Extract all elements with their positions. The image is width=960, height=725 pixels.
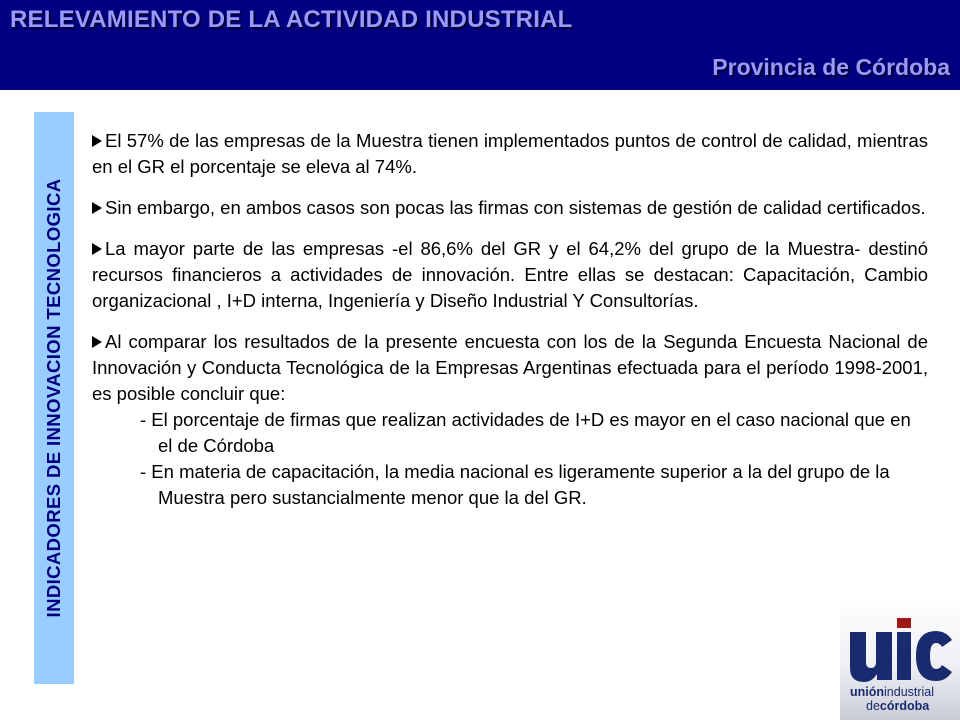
paragraph bbox=[92, 195, 928, 221]
logo-wordmark-line2: decórdoba bbox=[866, 699, 930, 713]
uic-logo bbox=[840, 598, 960, 720]
sidebar-panel bbox=[34, 112, 74, 684]
paragraph-text: Al comparar los resultados de la presente encuesta con los de la Segunda Encuesta Nacional de Innovación y Conducta Tecnológica de la Empresas Argentinas efectuada para el período 1998-2001, es posible concluir que: bbox=[92, 331, 928, 404]
paragraph-text: Sin embargo, en ambos casos son pocas las firmas con sistemas de gestión de calidad certificados. bbox=[105, 197, 926, 218]
triangle-right-icon bbox=[92, 336, 102, 348]
paragraph bbox=[92, 329, 928, 407]
sub-list-item: - En materia de capacitación, la media nacional es ligeramente superior a la del grupo de la Muestra pero sustancialmente menor que la del GR. bbox=[140, 461, 890, 508]
sub-list-item: - El porcentaje de firmas que realizan actividades de I+D es mayor en el caso nacional que en el de Córdoba bbox=[140, 409, 911, 456]
paragraph bbox=[92, 128, 928, 180]
sidebar-label: INDICADORES DE INNOVACION TECNOLOGICA bbox=[43, 178, 64, 618]
triangle-right-icon bbox=[92, 135, 102, 147]
uic-logo-graphic bbox=[840, 598, 960, 720]
paragraph-text: El 57% de las empresas de la Muestra tienen implementados puntos de control de calidad, mientras en el GR el porcentaje se eleva al 74%. bbox=[92, 130, 928, 177]
header-bar bbox=[0, 0, 960, 90]
page-title: RELEVAMIENTO DE LA ACTIVIDAD INDUSTRIAL bbox=[10, 6, 573, 33]
content-area bbox=[92, 128, 928, 511]
paragraph-text: La mayor parte de las empresas -el 86,6% del GR y el 64,2% del grupo de la Muestra- destinó recursos financieros a actividades de innovación. Entre ellas se destacan: Capacitación, Cambio organizacional , I+D interna, Ingeniería y Diseño Industrial Y Consultorías. bbox=[92, 238, 928, 311]
logo-wordmark-line1: uniónindustrial bbox=[850, 685, 935, 699]
triangle-right-icon bbox=[92, 243, 102, 255]
page-subtitle: Provincia de Córdoba bbox=[712, 54, 950, 80]
paragraph bbox=[92, 236, 928, 314]
triangle-right-icon bbox=[92, 202, 102, 214]
